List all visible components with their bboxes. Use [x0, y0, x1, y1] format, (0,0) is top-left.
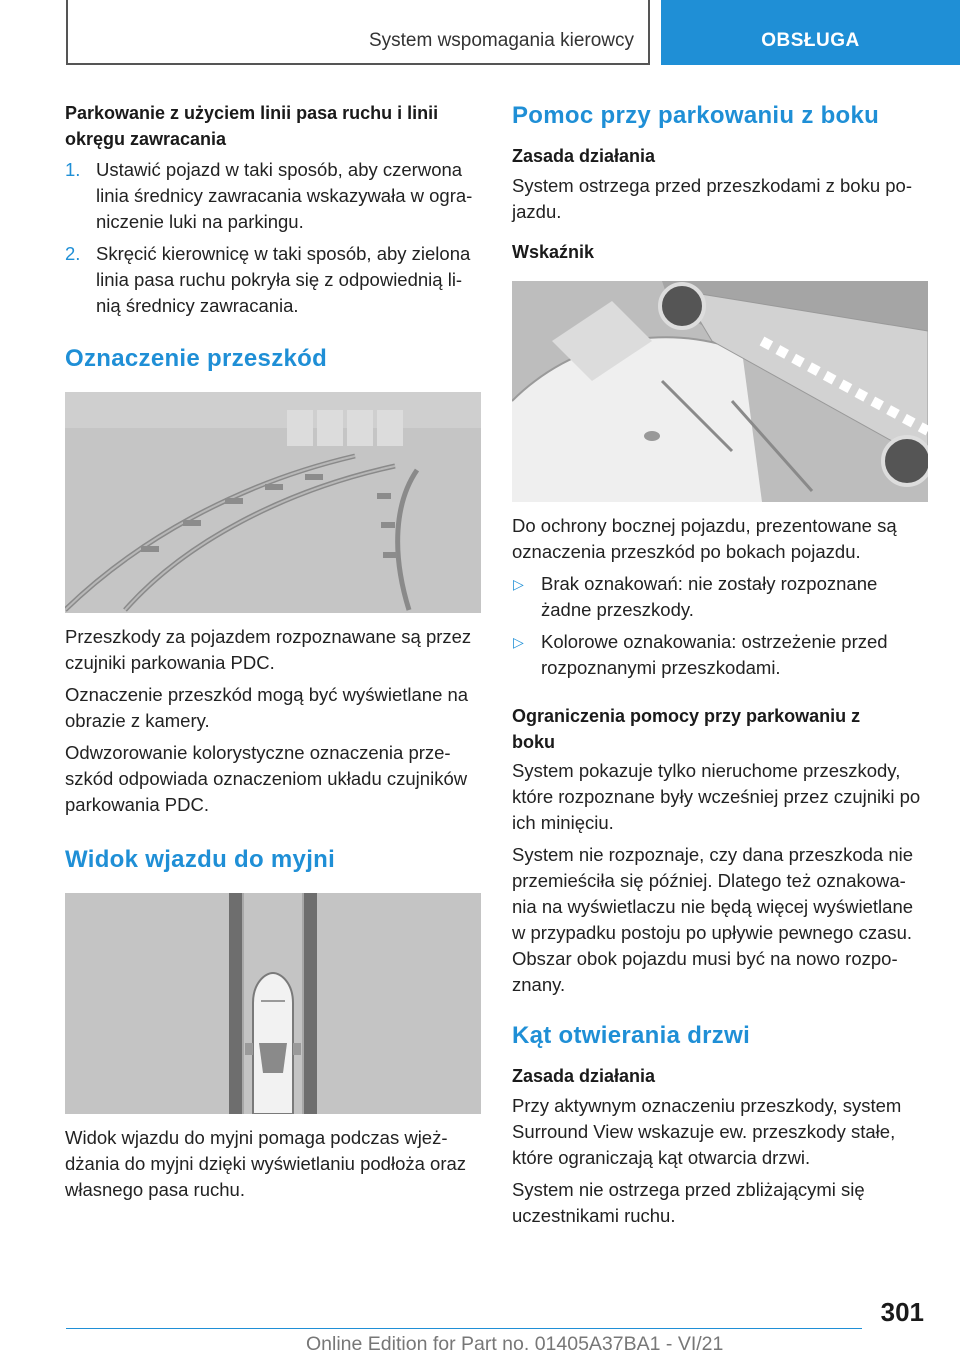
page-number: 301	[880, 1297, 924, 1327]
bullet-text: Brak oznakowań: nie zostały rozpoznane żadne przeszkody.	[541, 573, 878, 620]
step-text: Skręcić kierownicę w taki sposób, aby zielona linia pasa ruchu pokryła się z odpowiednią li- nią średnicy zawracania.	[96, 243, 471, 316]
paragraph-side-markers: Do ochrony bocznej pojazdu, prezentowane są oznaczenia przeszkód po bokach pojazdu.	[512, 515, 897, 562]
paragraph-no-warning: System nie ostrzega przed zbliżającymi się uczestnikami ruchu.	[512, 1179, 865, 1226]
paragraph-stationary: System pokazuje tylko nieruchome przeszkody, które rozpoznane były wcześniej przez czujniki po ich minięciu.	[512, 760, 921, 833]
section-heading-side-parking: Pomoc przy parkowaniu z boku	[512, 102, 880, 129]
paragraph-movement: System nie rozpoznaje, czy dana przeszkoda nie przemieściła się później. Dlatego też oznakowa- nia na wyświetlaczu nie będą więcej wyświetlane w przypadku postoju po upływie pewnego czasu. Obszar obok pojazdu musi być na nowo rozpo- znany.	[512, 844, 914, 995]
section-heading-carwash: Widok wjazdu do myjni	[65, 846, 336, 873]
paragraph-surround-view: Przy aktywnym oznaczeniu przeszkody, system Surround View wskazuje ew. przeszkody stałe, które ograniczają kąt otwarcia drzwi.	[512, 1095, 902, 1168]
paragraph-camera: Oznaczenie przeszkód mogą być wyświetlane na obrazie z kamery.	[65, 684, 469, 731]
bullet-triangle-icon: ▷	[513, 634, 524, 650]
section-tab-label: OBSŁUGA	[761, 30, 860, 51]
section-heading-obstacles: Oznaczenie przeszkód	[65, 345, 328, 372]
footer-edition: Online Edition for Part no. 01405A37BA1 - VI/21	[306, 1333, 724, 1355]
steps-list	[65, 157, 481, 319]
paragraph-pdc: Przeszkody za pojazdem rozpoznawane są przez czujniki parkowania PDC.	[65, 626, 472, 673]
figure-obstacle-marking	[65, 392, 481, 613]
section-tab	[661, 0, 960, 65]
running-header-title: System wspomagania kierowcy	[368, 30, 634, 51]
paragraph-side-warning: System ostrzega przed przeszkodami z boku po- jazdu.	[512, 175, 912, 222]
subheading-indicator: Wskaźnik	[512, 242, 595, 262]
bullet-triangle-icon: ▷	[513, 576, 524, 592]
step-item	[65, 241, 481, 319]
footer-divider	[66, 1328, 862, 1329]
step-number: 2.	[65, 243, 81, 264]
subheading-limitations: Ograniczenia pomocy przy parkowaniu z boku	[512, 706, 861, 752]
step-number: 1.	[65, 159, 81, 180]
left-column	[65, 103, 481, 1203]
step-text: Ustawić pojazd w taki sposób, aby czerwona linia średnicy zawracania wskazywała w ogra- niczenie luki na parkingu.	[96, 159, 473, 232]
section-heading-door-angle: Kąt otwierania drzwi	[512, 1022, 751, 1049]
bullet-text: Kolorowe oznakowania: ostrzeżenie przed rozpoznanymi przeszkodami.	[541, 631, 888, 678]
figure-side-view	[512, 281, 928, 502]
running-header	[66, 0, 650, 65]
step-item	[65, 157, 481, 235]
subheading-principle: Zasada działania	[512, 146, 656, 166]
marker-list	[512, 571, 928, 681]
paragraph-color-mapping: Odwzorowanie kolorystyczne oznaczenia prze- szkód odpowiada oznaczeniom układu czujników parkowania PDC.	[65, 742, 468, 815]
figure-carwash-view	[65, 893, 481, 1114]
paragraph-carwash: Widok wjazdu do myjni pomaga podczas wjeż- dżania do myjni dzięki wyświetlaniu podłoża oraz własnego pasa ruchu.	[65, 1127, 467, 1200]
list-item	[512, 629, 928, 681]
subheading-parking-lines: Parkowanie z użyciem linii pasa ruchu i linii okręgu zawracania	[65, 103, 439, 149]
right-column	[512, 103, 928, 1229]
subheading-principle-door: Zasada działania	[512, 1066, 656, 1086]
list-item	[512, 571, 928, 623]
